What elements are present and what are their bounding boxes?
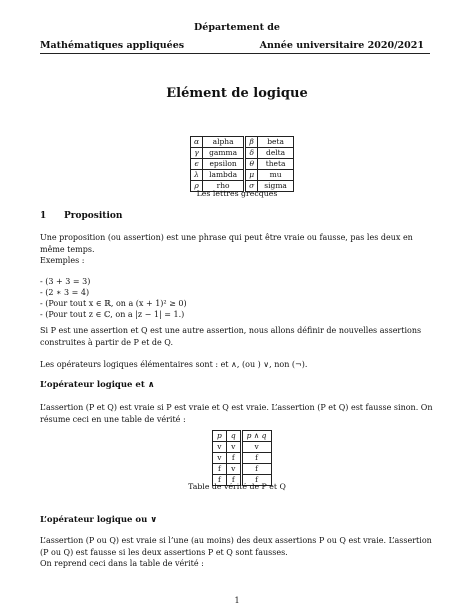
column-header: p ∧ q	[241, 431, 271, 442]
section-title: Proposition	[64, 211, 123, 221]
table-row	[213, 464, 272, 475]
table-cell: f	[213, 464, 227, 475]
greek-symbol: ρ	[191, 181, 203, 192]
greek-symbol: δ	[245, 148, 258, 159]
section-heading	[40, 211, 122, 221]
greek-symbol: μ	[245, 170, 258, 181]
header-rule	[40, 53, 430, 54]
paragraph-assertions: Si P est une assertion et Q est une autre assertion, nous allons définir de nouvelles assertions construites à partir de P et de Q.	[40, 326, 422, 347]
greek-symbol: γ	[191, 148, 203, 159]
greek-symbol: θ	[245, 159, 258, 170]
table-cell: f	[226, 453, 241, 464]
table-cell: f	[226, 475, 241, 486]
table-cell: f	[241, 453, 271, 464]
table-cell: v	[241, 442, 271, 453]
greek-name: mu	[258, 170, 294, 181]
column-header: p	[213, 431, 227, 442]
greek-name: alpha	[203, 137, 245, 148]
greek-name: sigma	[258, 181, 294, 192]
document-title: Elément de logique	[166, 86, 308, 101]
paragraph-ou: L’assertion (P ou Q) est vraie si l’une (au moins) des deux assertions P ou Q est vraie. L’assertion (P ou Q) est fausse si les deux assertions P et Q sont fausses.	[40, 536, 432, 557]
section-number: 1	[40, 211, 47, 221]
greek-symbol: σ	[245, 181, 258, 192]
table-row	[213, 442, 272, 453]
page-number: 1	[234, 596, 240, 605]
greek-symbol: α	[191, 137, 203, 148]
header-department: Département de	[194, 22, 280, 33]
table-row	[191, 159, 294, 170]
header-left: Mathématiques appliquées	[40, 40, 185, 51]
table-cell: f	[241, 475, 271, 486]
column-header: q	[226, 431, 241, 442]
table-row	[191, 170, 294, 181]
example-item: - (3 + 3 = 3)	[40, 277, 91, 286]
table-cell: f	[213, 475, 227, 486]
example-item: - (Pour tout x ∈ ℝ, on a (x + 1)² ≥ 0)	[40, 299, 187, 308]
subheading-et: L’opérateur logique et ∧	[40, 380, 155, 390]
examples-label: Exemples :	[40, 256, 85, 265]
greek-table-caption: Les lettres grecques	[196, 189, 278, 198]
paragraph-operators: Les opérateurs logiques élémentaires sont : et ∧, (ou ) ∨, non (¬).	[40, 360, 308, 369]
truth-table-et	[212, 430, 272, 486]
example-item: - (Pour tout z ∈ ℂ, on a |z − 1| = 1.)	[40, 310, 185, 319]
greek-name: beta	[258, 137, 294, 148]
example-item: - (2 ∗ 3 = 4)	[40, 288, 90, 297]
greek-table	[190, 136, 294, 192]
table-cell: v	[226, 442, 241, 453]
greek-name: epsilon	[203, 159, 245, 170]
greek-symbol: λ	[191, 170, 203, 181]
table-row	[191, 148, 294, 159]
paragraph-ou-table-intro: On reprend ceci dans la table de vérité :	[40, 559, 204, 568]
greek-symbol: ϵ	[191, 159, 203, 170]
table-row	[213, 453, 272, 464]
greek-symbol: β	[245, 137, 258, 148]
table-cell: v	[226, 464, 241, 475]
paragraph-et: L’assertion (P et Q) est vraie si P est vraie et Q est vraie. L’assertion (P et Q) est fausse sinon. On résume ceci en une table de vérité :	[40, 403, 433, 424]
table-row	[191, 137, 294, 148]
greek-name: rho	[203, 181, 245, 192]
table-cell: v	[213, 442, 227, 453]
subheading-ou: L’opérateur logique ou ∨	[40, 515, 158, 525]
header-right: Année universitaire 2020/2021	[259, 40, 424, 51]
table-header-row	[213, 431, 272, 442]
greek-name: theta	[258, 159, 294, 170]
greek-name: gamma	[203, 148, 245, 159]
table-cell: v	[213, 453, 227, 464]
greek-name: delta	[258, 148, 294, 159]
greek-name: lambda	[203, 170, 245, 181]
table-cell: f	[241, 464, 271, 475]
truth-table-caption: Table de vérité de P et Q	[188, 482, 286, 491]
paragraph-intro: Une proposition (ou assertion) est une phrase qui peut être vraie ou fausse, pas les deux en même temps.	[40, 233, 413, 254]
